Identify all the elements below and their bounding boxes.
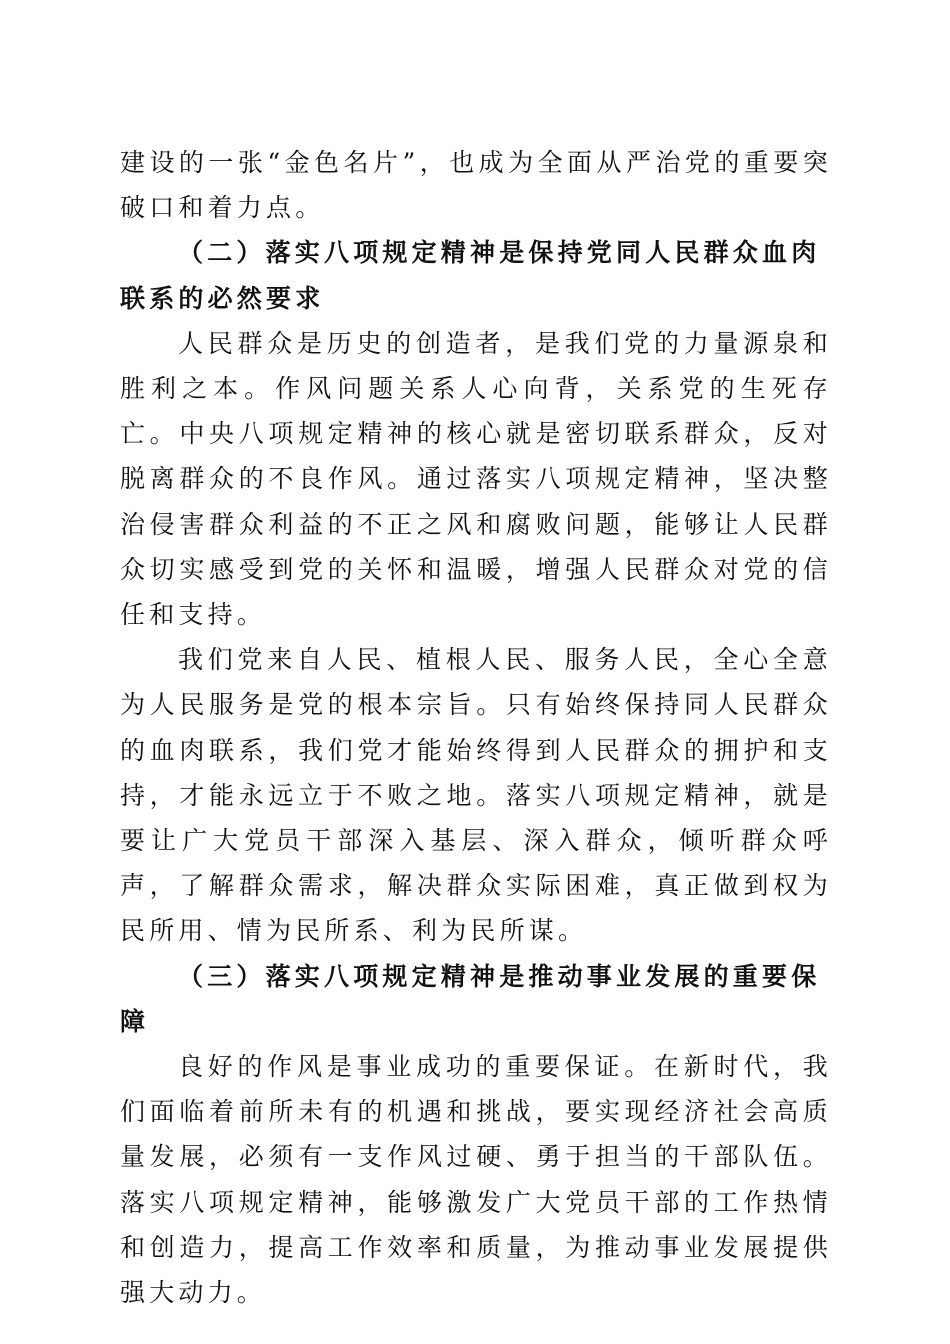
section-2-paragraph-1: 人民群众是历史的创造者，是我们党的力量源泉和胜利之本。作风问题关系人心向背，关系党的生死存亡。中央八项规定精神的核心就是密切联系群众，反对脱离群众的不良作风。通过落实八项规定精神，坚决整治侵害群众利益的不正之风和腐败问题，能够让人民群众切实感受到党的关怀和温暖，增强人民群众对党的信任和支持。 (120, 328, 832, 630)
document-body (120, 140, 832, 1315)
section-2-heading: （二）落实八项规定精神是保持党同人民群众血肉联系的必然要求 (120, 238, 821, 313)
section-2-paragraph-2: 我们党来自人民、植根人民、服务人民，全心全意为人民服务是党的根本宗旨。只有始终保持同人民群众的血肉联系，我们党才能始终得到人民群众的拥护和支持，才能永远立于不败之地。落实八项规定精神，就是要让广大党员干部深入基层、深入群众，倾听群众呼声，了解群众需求，解决群众实际困难，真正做到权为民所用、情为民所系、利为民所谋。 (120, 645, 832, 946)
section-3-heading: （三）落实八项规定精神是推动事业发展的重要保障 (120, 961, 821, 1036)
opening-continuation-paragraph: 建设的一张“金色名片”，也成为全面从严治党的重要突破口和着力点。 (120, 148, 832, 223)
section-3-paragraph-1: 良好的作风是事业成功的重要保证。在新时代，我们面临着前所未有的机遇和挑战，要实现经济社会高质量发展，必须有一支作风过硬、勇于担当的干部队伍。落实八项规定精神，能够激发广大党员干部的工作热情和创造力，提高工作效率和质量，为推动事业发展提供强大动力。 (120, 1052, 832, 1308)
